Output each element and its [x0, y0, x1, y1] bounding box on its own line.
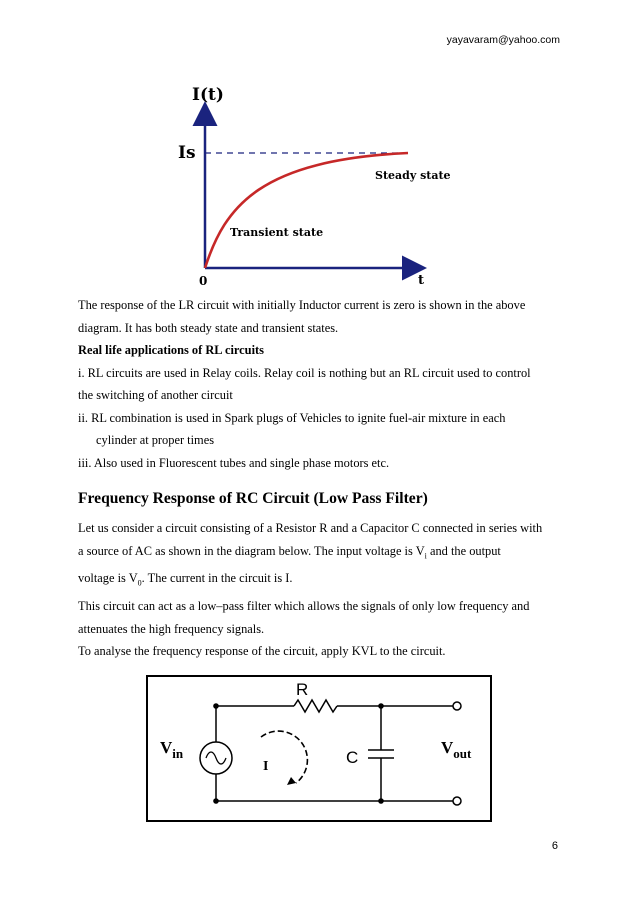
y-axis-label: I(t)	[192, 85, 224, 105]
rc-line2: a source of AC as shown in the diagram below. The input voltage is $V_i$ and the output	[78, 543, 501, 560]
applications-heading: Real life applications of RL circuits	[78, 343, 264, 357]
rl-response-figure	[150, 76, 470, 296]
capacitor-label: C	[346, 748, 359, 767]
item2-line1: ii. RL combination is used in Spark plugs of Vehicles to ignite fuel-air mixture in each	[78, 410, 506, 425]
header-email: yayavaram@yahoo.com	[446, 34, 560, 46]
x-axis-label: t	[418, 273, 425, 288]
rc-line5: attenuates the high frequency signals.	[78, 621, 265, 636]
rc-line1: Let us consider a circuit consisting of a Resistor R and a Capacitor C connected in series with	[78, 521, 543, 535]
origin-label: 0	[199, 274, 208, 288]
vin-label: $V_{in}$	[160, 738, 184, 761]
output-terminal-bottom	[453, 797, 461, 805]
section-heading: Frequency Response of RC Circuit (Low Pass Filter)	[78, 490, 428, 507]
rc-line3: voltage is $V_0$. The current in the circuit is I.	[78, 571, 293, 588]
item3: iii. Also used in Fluorescent tubes and single phase motors etc.	[78, 455, 390, 470]
is-label: Is	[178, 143, 196, 163]
page-number: 6	[551, 840, 558, 852]
current-label: I	[263, 759, 269, 774]
rc-line4: This circuit can act as a low–pass filter which allows the signals of only low frequency and	[78, 599, 530, 614]
rc-line6: To analyse the frequency response of the circuit, apply KVL to the circuit.	[78, 644, 446, 659]
rc-circuit-figure	[146, 675, 494, 825]
figure-border	[147, 676, 491, 821]
output-terminal-top	[453, 702, 461, 710]
para1-line2: diagram. It has both steady state and transient states.	[78, 320, 339, 335]
resistor-label: R	[296, 680, 309, 699]
vout-label: $V_{out}$	[441, 738, 472, 761]
rl-response-paragraph	[78, 294, 568, 474]
item2-line2: cylinder at proper times	[96, 433, 215, 447]
steady-state-label: Steady state	[375, 169, 451, 182]
transient-state-label: Transient state	[230, 226, 324, 239]
para1-line1: The response of the LR circuit with initially Inductor current is zero is shown in the above	[78, 298, 526, 312]
current-loop-arrow	[261, 731, 307, 783]
rc-paragraph	[78, 517, 568, 663]
item1-line2: the switching of another circuit	[78, 388, 233, 402]
item1-line1: i. RL circuits are used in Relay coils. Relay coil is nothing but an RL circuit used to control	[78, 365, 531, 380]
resistor-symbol	[294, 700, 337, 712]
